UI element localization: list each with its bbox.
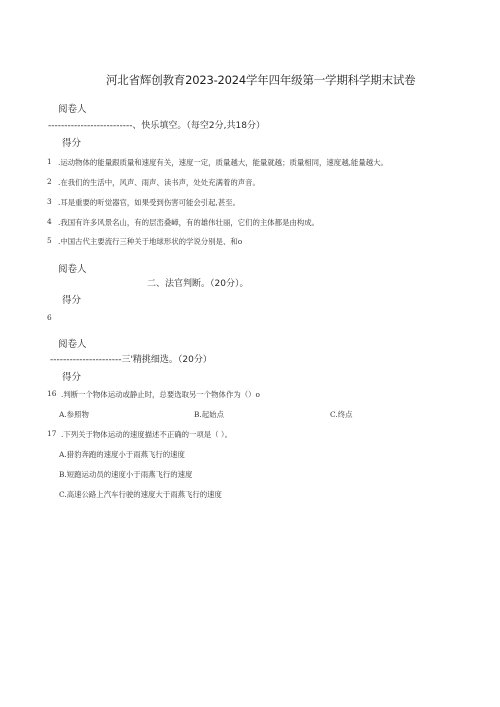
question-text: .我国有许多风景名山，有的层峦叠嶂，有的雄伟壮丽，它们的主体都是由构成。	[58, 218, 320, 227]
option-c: C.高速公路上汽车行驶的速度大于雨燕飞行的速度	[59, 490, 222, 499]
question-number: 1	[47, 157, 52, 166]
option-c: C.终点	[330, 410, 353, 419]
option-b: B.短跑运动员的速度小于雨燕飞行的速度	[59, 470, 193, 479]
section-heading-fill-in: --------------------------、快乐填空。（每空2分,共18分）	[48, 121, 265, 131]
question-number: 16	[47, 389, 57, 398]
page-title: 河北省辉创教育2023-2024学年四年级第一学期科学期末试卷	[106, 73, 416, 87]
section-heading-true-false: 二、法官判断。（20分）。	[147, 279, 249, 289]
reviewer-label: 阅卷人	[58, 339, 87, 350]
reviewer-label: 阅卷人	[58, 264, 87, 275]
option-b: B.起始点	[194, 410, 224, 419]
question-number: 3	[47, 197, 52, 206]
score-label: 得分	[62, 372, 82, 383]
score-label: 得分	[62, 295, 82, 306]
option-a: A.参照物	[59, 410, 89, 419]
reviewer-label: 阅卷人	[58, 104, 87, 115]
question-text: .判断一个物体运动或静止时，总要选取另一个物体作为（）o	[61, 390, 260, 399]
question-number: 2	[47, 177, 52, 186]
score-label: 得分	[62, 138, 82, 149]
question-text: .耳是重要的听觉器官，如果受到伤害可能会引起,甚至。	[58, 198, 241, 207]
question-number: 4	[47, 217, 52, 226]
stray-number: 6	[47, 313, 52, 322]
question-text: .在我们的生活中，风声、雨声、读书声，处处充满着的声音。	[58, 178, 260, 187]
question-text: .运动物体的能量跟质量和速度有关，速度一定，质量越大，能量就越；质量相同，速度越,能量越大。	[58, 158, 388, 167]
question-text: .下列关于物体运动的速度描述不正确的一项是（ ）。	[61, 430, 232, 439]
section-heading-multiple-choice: ----------------------三'精挑细选。（20分）	[50, 355, 212, 365]
question-number: 5	[47, 236, 52, 245]
question-text: .中国古代主要流行三种关于地球形状的学说分别是、和o	[58, 237, 243, 246]
question-number: 17	[47, 429, 57, 438]
option-a: A.猎豹奔跑的速度小于雨燕飞行的速度	[59, 450, 185, 459]
